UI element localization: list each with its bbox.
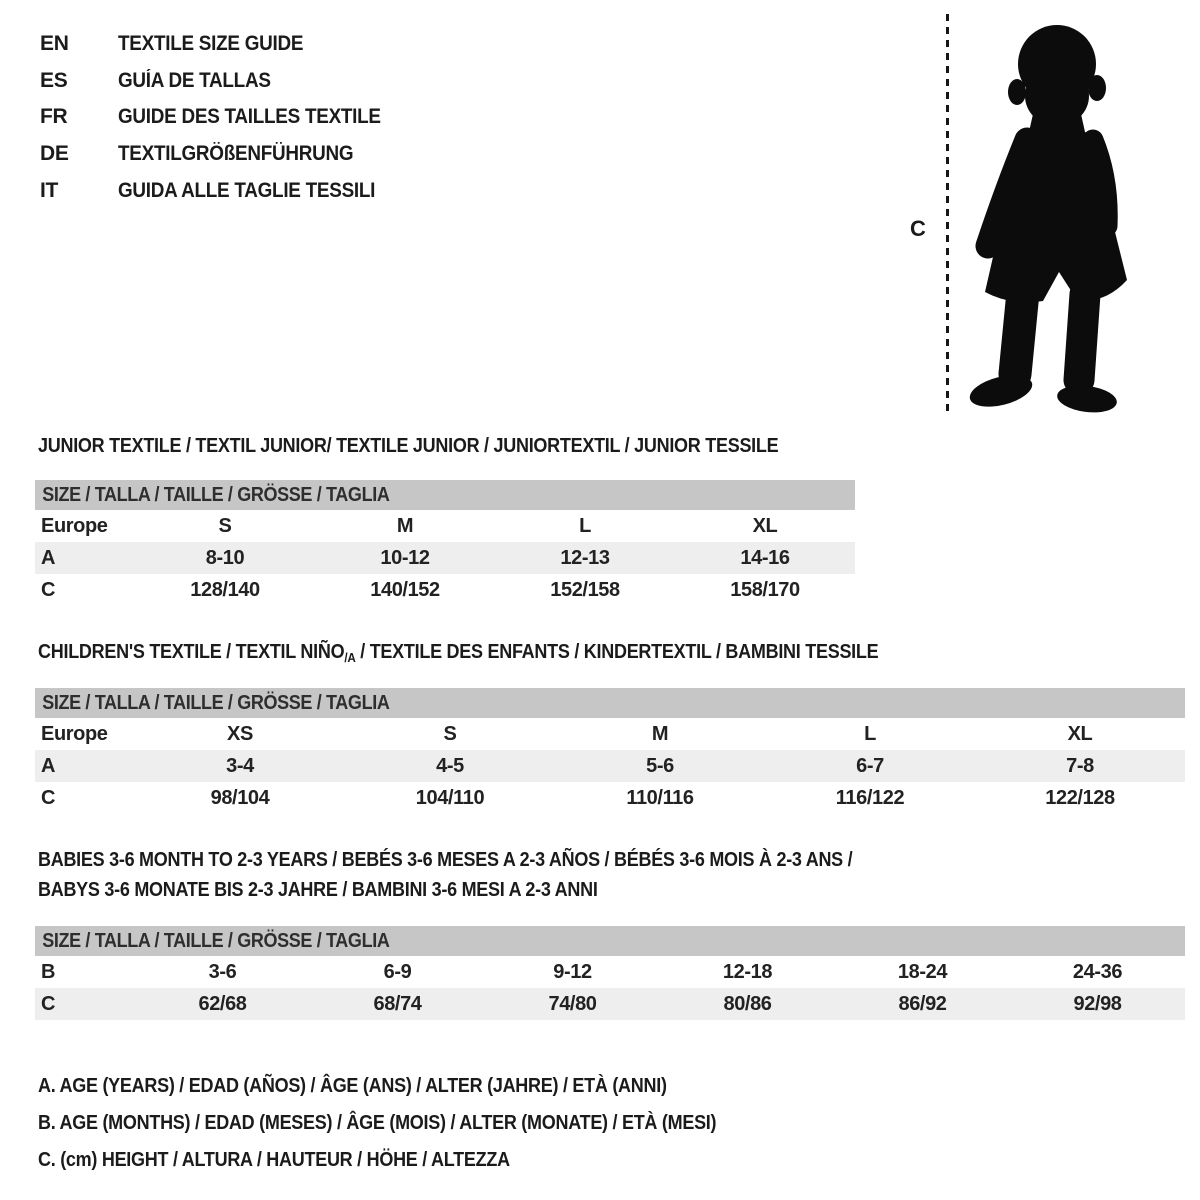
language-code: DE bbox=[40, 142, 69, 166]
height-cell: 152/158 bbox=[550, 578, 620, 601]
height-cell: 140/152 bbox=[370, 578, 440, 601]
language-code: IT bbox=[40, 178, 59, 202]
height-cell: 128/140 bbox=[190, 578, 260, 601]
height-measure-label: C bbox=[910, 216, 926, 241]
height-cell: 98/104 bbox=[210, 786, 270, 809]
age-cell: 6-9 bbox=[383, 960, 412, 983]
footnote-age-months: B. AGE (MONTHS) / EDAD (MESES) / ÂGE (MOIS) / ALTER (MONATE) / ETÀ (MESI) bbox=[38, 1112, 717, 1134]
language-row bbox=[40, 26, 410, 63]
age-cell: 24-36 bbox=[1072, 960, 1123, 983]
nino-a-subscript: /A bbox=[344, 650, 356, 665]
language-row bbox=[40, 136, 410, 173]
table-row bbox=[35, 574, 855, 606]
language-title: GUIDA ALLE TAGLIE TESSILI bbox=[118, 178, 376, 202]
row-label: C bbox=[41, 578, 56, 601]
table-row bbox=[35, 988, 1185, 1020]
row-label: A bbox=[41, 754, 56, 777]
age-cell: 3-6 bbox=[208, 960, 237, 983]
size-header-bar: SIZE / TALLA / TAILLE / GRÖSSE / TAGLIA bbox=[35, 480, 855, 510]
language-title: TEXTILE SIZE GUIDE bbox=[118, 32, 304, 56]
age-cell: 12-18 bbox=[722, 960, 773, 983]
age-cell: 4-5 bbox=[436, 754, 464, 777]
size-cell: L bbox=[579, 514, 591, 537]
table-row bbox=[35, 510, 855, 542]
age-cell: 18-24 bbox=[897, 960, 948, 983]
footnote-age-years: A. AGE (YEARS) / EDAD (AÑOS) / ÂGE (ANS) / ALTER (JAHRE) / ETÀ (ANNI) bbox=[38, 1075, 667, 1097]
size-cell: M bbox=[396, 514, 414, 537]
height-cell: 116/122 bbox=[835, 786, 905, 809]
height-measure-dashed-line bbox=[946, 14, 949, 416]
size-cell: L bbox=[864, 722, 876, 745]
age-cell: 3-4 bbox=[226, 754, 254, 777]
age-cell: 8-10 bbox=[205, 546, 245, 569]
age-cell: 10-12 bbox=[380, 546, 430, 569]
height-cell: 158/170 bbox=[730, 578, 800, 601]
age-cell: 12-13 bbox=[560, 546, 610, 569]
age-cell: 7-8 bbox=[1066, 754, 1094, 777]
babies-section-title: BABIES 3-6 MONTH TO 2-3 YEARS / BEBÉS 3-6 MESES A 2-3 AÑOS / BÉBÉS 3-6 MOIS À 2-3 ANS / BABYS 3-6 MONATE BIS 2-3 JAHRE / BAMBINI 3-6 MESI A 2-3 ANNI bbox=[38, 849, 853, 901]
language-title: GUIDE DES TAILLES TEXTILE bbox=[118, 105, 381, 129]
language-title: TEXTILGRÖßENFÜHRUNG bbox=[118, 142, 354, 166]
row-label: B bbox=[41, 960, 56, 983]
row-label: C bbox=[41, 992, 56, 1015]
table-row bbox=[35, 750, 1185, 782]
row-label: A bbox=[41, 546, 56, 569]
size-cell: S bbox=[443, 722, 457, 745]
size-cell: M bbox=[651, 722, 669, 745]
size-cell: XS bbox=[227, 722, 253, 745]
height-cell: 86/92 bbox=[898, 992, 947, 1015]
footnote-height-cm: C. (cm) HEIGHT / ALTURA / HAUTEUR / HÖHE / ALTEZZA bbox=[38, 1149, 510, 1171]
language-list bbox=[40, 26, 410, 209]
table-row bbox=[35, 782, 1185, 814]
age-cell: 14-16 bbox=[740, 546, 790, 569]
language-title: GUÍA DE TALLAS bbox=[118, 68, 271, 92]
age-cell: 6-7 bbox=[856, 754, 884, 777]
junior-size-table bbox=[35, 480, 855, 606]
language-row bbox=[40, 99, 410, 136]
height-cell: 80/86 bbox=[723, 992, 772, 1015]
height-cell: 104/110 bbox=[415, 786, 485, 809]
row-label: Europe bbox=[41, 514, 108, 537]
height-cell: 122/128 bbox=[1045, 786, 1115, 809]
language-code: ES bbox=[40, 68, 68, 92]
size-cell: XL bbox=[1067, 722, 1093, 745]
height-cell: 92/98 bbox=[1073, 992, 1122, 1015]
height-cell: 68/74 bbox=[373, 992, 422, 1015]
table-row bbox=[35, 956, 1185, 988]
children-section-title: CHILDREN'S TEXTILE / TEXTIL $NIÑO_{/A}$ / TEXTILE DES ENFANTS / KINDERTEXTIL / BAMBINI TESSILE bbox=[38, 641, 879, 665]
height-cell: 110/116 bbox=[626, 786, 694, 809]
language-code: FR bbox=[40, 105, 68, 129]
language-row bbox=[40, 172, 410, 209]
size-header-bar: SIZE / TALLA / TAILLE / GRÖSSE / TAGLIA bbox=[35, 926, 1185, 956]
junior-section-title: JUNIOR TEXTILE / TEXTIL JUNIOR/ TEXTILE JUNIOR / JUNIORTEXTIL / JUNIOR TESSILE bbox=[38, 435, 779, 457]
height-cell: 74/80 bbox=[548, 992, 597, 1015]
size-cell: XL bbox=[752, 514, 778, 537]
legend-footnotes bbox=[38, 1068, 792, 1179]
language-code: EN bbox=[40, 32, 69, 56]
age-cell: 5-6 bbox=[646, 754, 674, 777]
table-row bbox=[35, 542, 855, 574]
baby-silhouette-icon bbox=[955, 14, 1145, 421]
size-cell: S bbox=[218, 514, 232, 537]
children-size-table bbox=[35, 688, 1185, 814]
babies-size-table bbox=[35, 926, 1185, 1020]
height-cell: 62/68 bbox=[198, 992, 247, 1015]
row-label: C bbox=[41, 786, 56, 809]
age-cell: 9-12 bbox=[553, 960, 592, 983]
row-label: Europe bbox=[41, 722, 108, 745]
table-row bbox=[35, 718, 1185, 750]
language-row bbox=[40, 63, 410, 100]
size-header-bar: SIZE / TALLA / TAILLE / GRÖSSE / TAGLIA bbox=[35, 688, 1185, 718]
